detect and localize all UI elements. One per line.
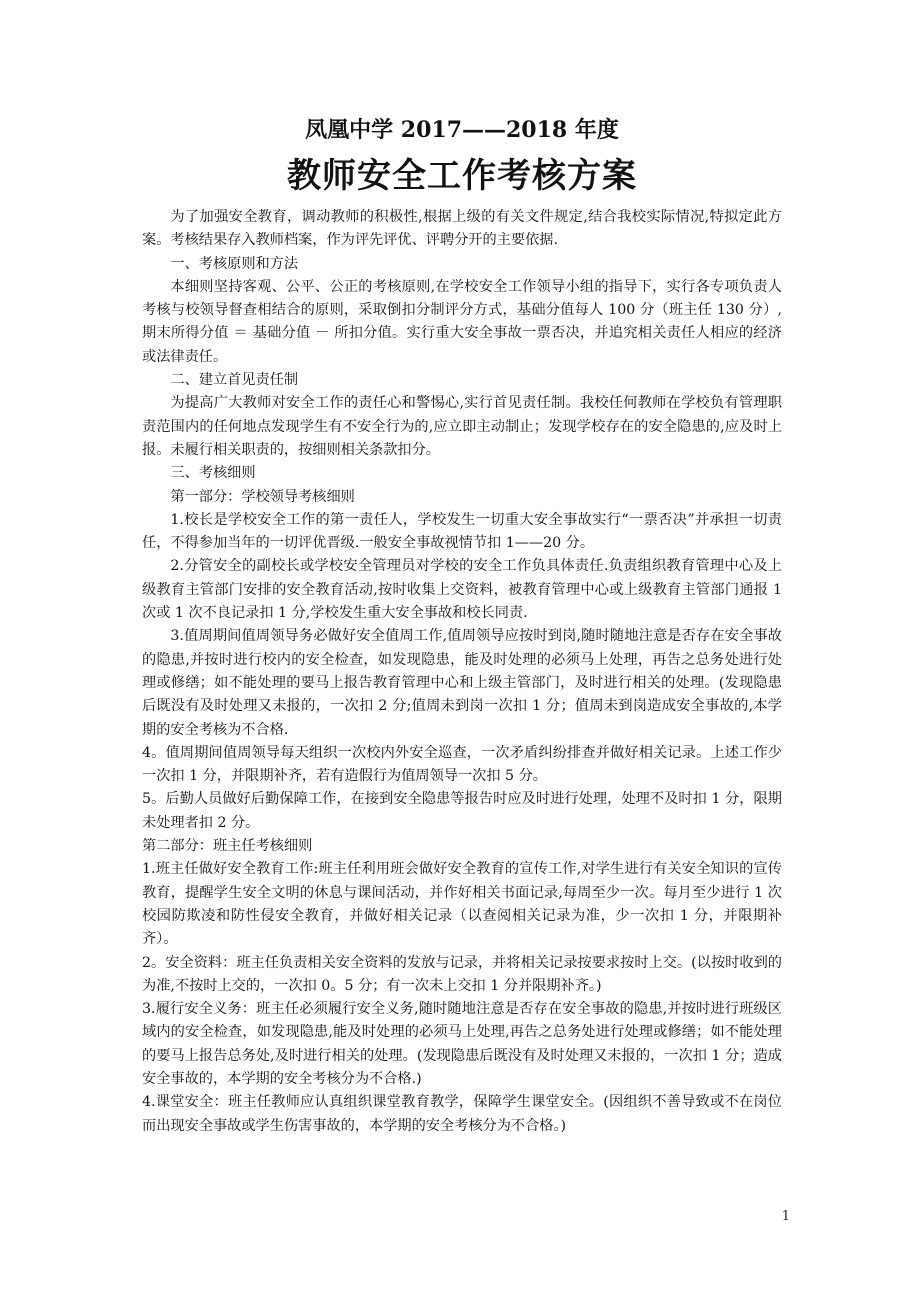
paragraph: 4.课堂安全：班主任教师应认真组织课堂教育教学，保障学生课堂安全。(因组织不善导致或不在岗位而出现安全事故或学生伤害事故的，本学期的安全考核分为不合格。) [142,1094,782,1134]
paragraph: 为了加强安全教育，调动教师的积极性,根据上级的有关文件规定,结合我校实际情况,特拟定此方案。考核结果存入教师档案，作为评先评优、评聘分开的主要依据. [142,209,782,249]
paragraph: 第二部分：班主任考核细则 [142,838,313,855]
document-title-line2: 教师安全工作考核方案 [287,156,637,196]
paragraph: 5。后勤人员做好后勤保障工作，在接到安全隐患等报告时应及时进行处理，处理不及时扣 1 分，限期未处理者扣 2 分。 [142,791,782,831]
paragraph: 4。值周期间值周领导每天组织一次校内外安全巡查，一次矛盾纠纷排查并做好相关记录。上述工作少一次扣 1 分，并限期补齐，若有造假行为值周领导一次扣 5 分。 [142,744,782,785]
paragraph: 本细则坚持客观、公平、公正的考核原则,在学校安全工作领导小组的指导下，实行各专项负责人考核与校领导督查相结合的原则，采取倒扣分制评分方式，基础分值每人 100 分（班主任 130 分）,期末所得分值 ＝ 基础分值 － 所扣分值。实行重大安全事故一票否决，并追究相关责任人相应的经济或法律责任。 [142,278,782,365]
paragraph: 3.履行安全义务：班主任必须履行安全义务,随时随地注意是否存在安全事故的隐患,并按时进行班级区域内的安全检查，如发现隐患,能及时处理的必须马上处理,再告之总务处进行处理或修缮；如不能处理的要马上报告总务处,及时进行相关的处理。(发现隐患后既没有及时处理又未报的，一次扣 1 分；造成安全事故的，本学期的安全考核分为不合格.) [142,1001,782,1087]
page-number: 1 [781,1209,790,1224]
paragraph: 2。安全资料：班主任负责相关安全资料的发放与记录，并将相关记录按要求按时上交。(以按时收到的为准,不按时上交的，一次扣 0。5 分；有一次未上交扣 1 分并限期补齐。) [142,954,782,994]
paragraph: 一、考核原则和方法 [170,255,299,272]
paragraph: 二、建立首见责任制 [170,372,299,389]
paragraph: 三、考核细则 [170,465,256,482]
paragraph: 第一部分：学校领导考核细则 [170,488,355,505]
document-title-line1: 凤凰中学 2017——2018 年度 [305,117,619,143]
document-content [142,112,782,1138]
paragraph: 为提高广大教师对安全工作的责任心和警惕心,实行首见责任制。我校任何教师在学校负有管理职责范围内的任何地点发现学生有不安全行为的,应立即主动制止；发现学校存在的安全隐患的,应及时上报。未履行相关职责的，按细则相关条款扣分。 [142,395,782,458]
paragraph: 3.值周期间值周领导务必做好安全值周工作,值周领导应按时到岗,随时随地注意是否存在安全事故的隐患,并按时进行校内的安全检查，如发现隐患，能及时处理的必须马上处理，再告之总务处进行处理或修缮；如不能处理的要马上报告教育管理中心和上级主管部门，及时进行相关的处理。(发现隐患后既没有及时处理又未报的，一次扣 2 分;值周未到岗一次扣 1 分；值周未到岗造成安全事故的,本学期的安全考核为不合格. [142,628,782,738]
paragraph: 2.分管安全的副校长或学校安全管理员对学校的安全工作负具体责任.负责组织教育管理中心及上级教育主管部门安排的安全教育活动,按时收集上交资料，被教育管理中心或上级教育主管部门通报 1 次或 1 次不良记录扣 1 分,学校发生重大安全事故和校长同责. [142,558,782,622]
paragraph: 1.班主任做好安全教育工作:班主任利用班会做好安全教育的宣传工作,对学生进行有关安全知识的宣传教育，提醒学生安全文明的休息与课间活动，并作好相关书面记录,每周至少一次。每月至少进行 1 次校园防欺凌和防性侵安全教育，并做好相关记录（以查阅相关记录为准，少一次扣 1 分，并限期补齐）。 [142,861,782,948]
document-body [142,206,782,1138]
paragraph: 1.校长是学校安全工作的第一责任人，学校发生一切重大安全事故实行“一票否决”并承担一切责任，不得参加当年的一切评优晋级.一般安全事故视情节扣 1——20 分。 [142,511,782,552]
